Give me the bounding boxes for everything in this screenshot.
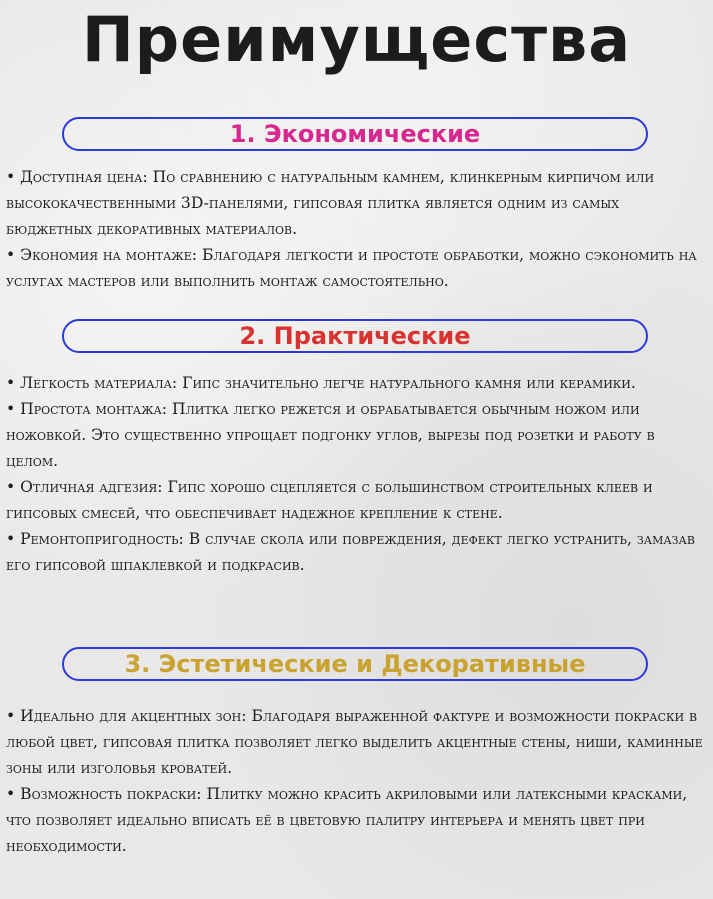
section-heading-aesthetic: 3. Эстетические и Декоративные: [62, 647, 648, 681]
section-body-aesthetic: [6, 703, 708, 859]
bullet-affordable-price: • Доступная цена: По сравнению с натуральным камнем, клинкерным кирпичом или высококачественными 3D-панелями, гипсовая плитка является одним из самых бюджетных декоративных материалов.: [6, 168, 655, 238]
section-heading-practical: 2. Практические: [62, 319, 648, 353]
bullet-paintable: • Возможность покраски: Плитку можно красить акриловыми или латексными красками, что позволяет идеально вписать её в цветовую палитру интерьера и менять цвет при необходимости.: [6, 785, 688, 855]
bullet-installation-savings: • Экономия на монтаже: Благодаря легкости и простоте обработки, можно сэкономить на услугах мастеров или выполнить монтаж самостоятельно.: [6, 246, 697, 290]
bullet-easy-installation: • Простота монтажа: Плитка легко режется и обрабатывается обычным ножом или ножовкой. Это существенно упрощает подгонку углов, вырезы под розетки и работу в целом.: [6, 400, 655, 470]
bullet-lightweight: • Легкость материала: Гипс значительно легче натурального камня или керамики.: [6, 374, 636, 392]
section-body-practical: [6, 370, 708, 578]
page-title: Преимущества: [81, 3, 632, 76]
section-body-economic: [6, 164, 708, 294]
section-heading-economic: 1. Экономические: [62, 117, 648, 151]
bullet-accent-zones: • Идеально для акцентных зон: Благодаря выраженной фактуре и возможности покраски в любой цвет, гипсовая плитка позволяет легко выделить акцентные стены, ниши, каминные зоны или изголовья кроватей.: [6, 707, 703, 777]
bullet-repairability: • Ремонтопригодность: В случае скола или повреждения, дефект легко устранить, замазав его гипсовой шпаклевкой и подкрасив.: [6, 530, 695, 574]
bullet-adhesion: • Отличная адгезия: Гипс хорошо сцепляется с большинством строительных клеев и гипсовых смесей, что обеспечивает надежное крепление к стене.: [6, 478, 653, 522]
